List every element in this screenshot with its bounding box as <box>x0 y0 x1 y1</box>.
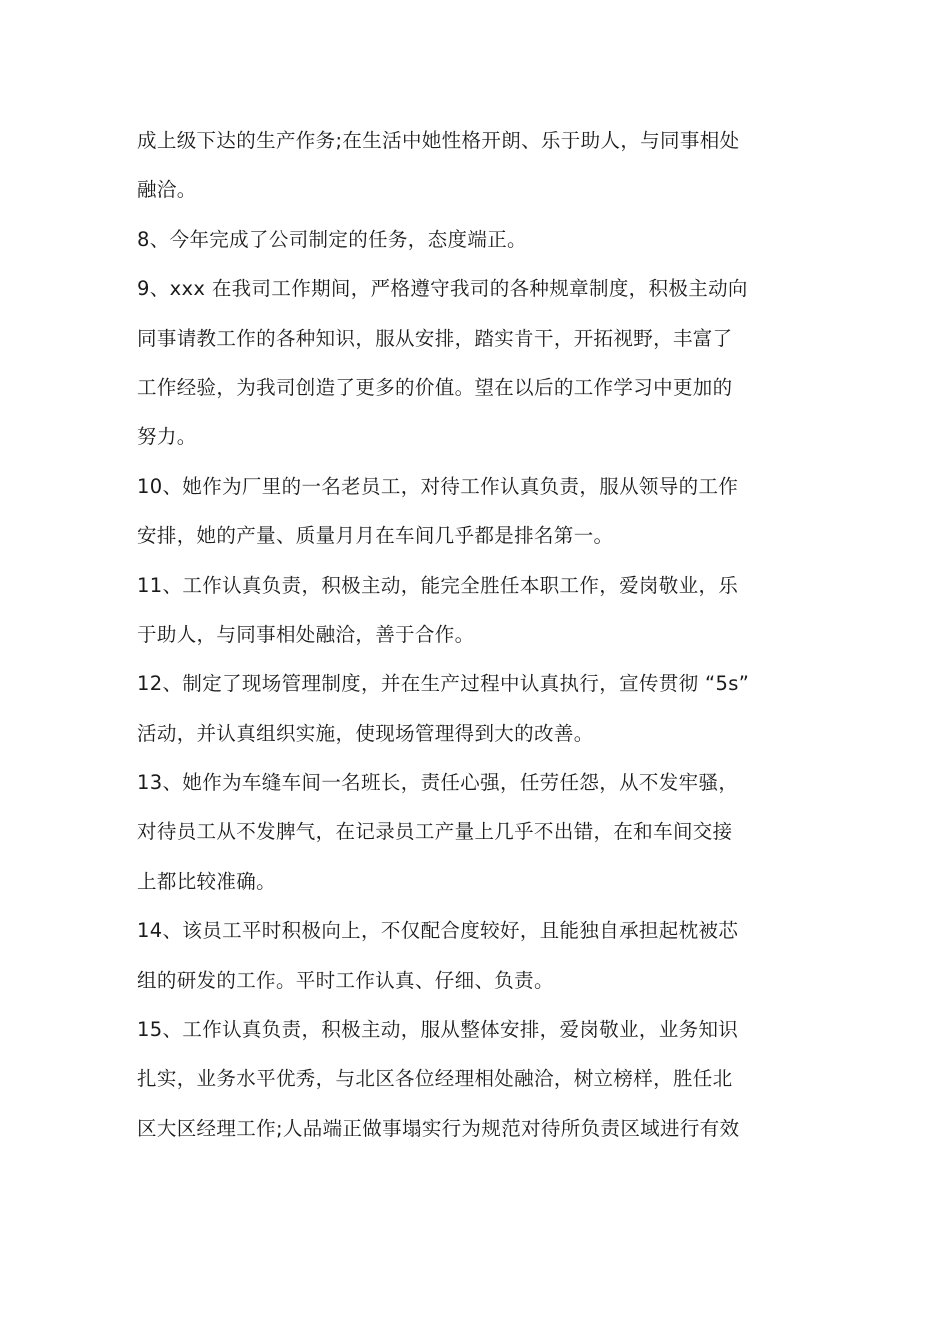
text-line: 努力。 <box>137 425 197 449</box>
text-line: 工作经验，为我司创造了更多的价值。望在以后的工作学习中更加的 <box>137 375 733 399</box>
text-line: 10、她作为厂里的一名老员工，对待工作认真负责，服从领导的工作 <box>137 474 739 498</box>
text-line: 8、今年完成了公司制定的任务，态度端正。 <box>137 227 527 251</box>
text-line: 对待员工从不发脾气，在记录员工产量上几乎不出错，在和车间交接 <box>137 820 733 844</box>
text-line: 扎实，业务水平优秀，与北区各位经理相处融洽，树立榜样，胜任北 <box>137 1067 733 1091</box>
text-line: 安排，她的产量、质量月月在车间几乎都是排名第一。 <box>137 524 614 548</box>
text-line: 组的研发的工作。平时工作认真、仔细、负责。 <box>137 968 554 992</box>
text-line: 融洽。 <box>137 178 197 202</box>
text-line: 12、制定了现场管理制度，并在生产过程中认真执行，宣传贯彻 “5s” <box>137 672 750 696</box>
text-line: 13、她作为车缝车间一名班长，责任心强，任劳任怨，从不发牢骚， <box>137 771 739 795</box>
text-line: 于助人，与同事相处融洽，善于合作。 <box>137 622 475 646</box>
text-line: 上都比较准确。 <box>137 869 276 893</box>
text-line: 11、工作认真负责，积极主动，能完全胜任本职工作，爱岗敬业，乐 <box>137 573 739 597</box>
text-line: 活动，并认真组织实施，使现场管理得到大的改善。 <box>137 721 594 745</box>
text-line: 区大区经理工作;人品端正做事塌实行为规范对待所负责区域进行有效 <box>137 1116 740 1140</box>
text-line: 成上级下达的生产作务;在生活中她性格开朗、乐于助人，与同事相处 <box>137 129 740 152</box>
text-line: 同事请教工作的各种知识，服从安排，踏实肯干，开拓视野，丰富了 <box>137 326 733 350</box>
text-line: 14、该员工平时积极向上，不仅配合度较好，且能独自承担起枕被芯 <box>137 919 739 943</box>
document-body <box>137 116 827 1153</box>
text-line: 15、工作认真负责，积极主动，服从整体安排，爱岗敬业，业务知识 <box>137 1018 739 1042</box>
text-line: 9、xxx 在我司工作期间，严格遵守我司的各种规章制度，积极主动向 <box>137 277 748 301</box>
